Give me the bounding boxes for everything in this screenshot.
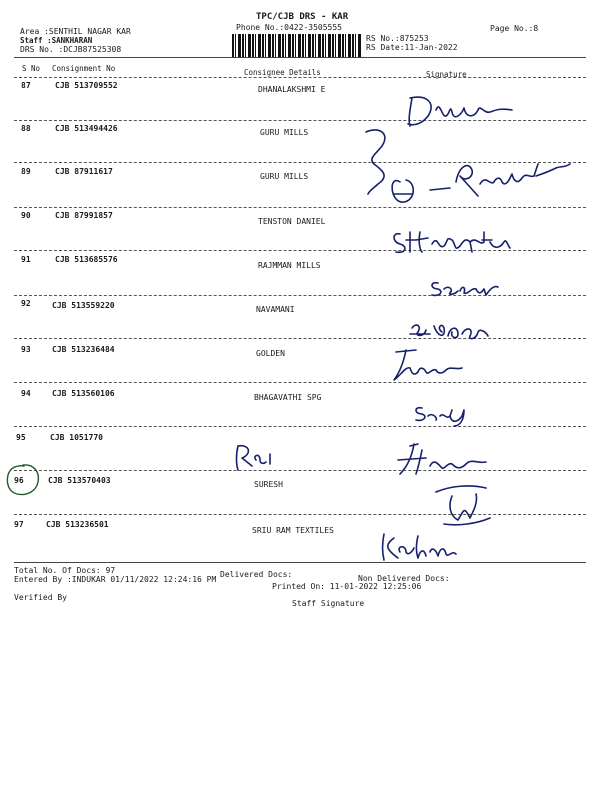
- rs-date: RS Date:11-Jan-2022: [366, 43, 458, 52]
- signature-row-90-icon: [386, 224, 512, 258]
- row-consignment: CJB 513709552: [55, 81, 118, 90]
- signature-row-88-89-icon: [360, 124, 575, 214]
- row-consignment: CJB 513494426: [55, 124, 118, 133]
- col-consignee: Consignee Details: [244, 68, 321, 77]
- page-number: Page No.:8: [490, 24, 539, 33]
- row-consignment: CJB 513236484: [52, 345, 115, 354]
- signature-row-96-icon: [430, 480, 500, 530]
- signature-row-95-ravi-icon: [230, 442, 278, 472]
- signature-row-93-icon: [388, 346, 468, 386]
- non-delivered-docs: Non Delivered Docs:: [358, 574, 450, 583]
- column-header-rule: [14, 77, 586, 78]
- signature-row-95-icon: [382, 440, 492, 480]
- row-sno: 97: [14, 520, 24, 529]
- printed-on: Printed On: 11-01-2022 12:25:06: [272, 582, 422, 591]
- col-consignment: Consignment No: [52, 64, 116, 73]
- staff-label: Staff :SANKHARAN: [20, 36, 93, 45]
- entered-by: Entered By :INDUKAR 01/11/2022 12:24:16 PM: [14, 575, 217, 584]
- phone-number: Phone No.:0422-3505555: [236, 23, 342, 32]
- signature-row-97-icon: [376, 530, 466, 564]
- row-divider: [14, 470, 586, 471]
- row-consignee: NAVAMANI: [256, 305, 295, 314]
- area-label: Area :SENTHIL NAGAR KAR: [20, 27, 131, 36]
- barcode: [232, 34, 362, 58]
- signature-row-91-icon: [426, 275, 506, 299]
- row-consignee: GOLDEN: [256, 349, 285, 358]
- row-sno: 87: [21, 81, 31, 90]
- row-consignee: TENSTON DANIEL: [258, 217, 326, 226]
- row-consignment: CJB 513685576: [55, 255, 118, 264]
- row-consignee: GURU MILLS: [260, 128, 309, 137]
- rs-number: RS No.:875253: [366, 34, 429, 43]
- footer-rule: [14, 562, 586, 563]
- row-sno: 94: [21, 389, 31, 398]
- row-consignee: RAJMMAN MILLS: [258, 261, 321, 270]
- verified-by: Verified By: [14, 593, 67, 602]
- total-docs: Total No. Of Docs: 97: [14, 566, 116, 575]
- delivered-docs: Delivered Docs:: [220, 570, 293, 579]
- row-sno: 90: [21, 211, 31, 220]
- row-divider: [14, 338, 586, 339]
- row-consignee: SRIU RAM TEXTILES: [252, 526, 334, 535]
- circle-mark-icon: [4, 462, 42, 498]
- row-sno: 93: [21, 345, 31, 354]
- signature-row-92-icon: [404, 318, 494, 344]
- col-sno: S No: [22, 64, 41, 73]
- drs-number: DRS No. :DCJB87525308: [20, 45, 122, 54]
- row-consignment: CJB 1051770: [50, 433, 103, 442]
- row-consignee: GURU MILLS: [260, 172, 309, 181]
- row-sno: 88: [21, 124, 31, 133]
- document-title: TPC/CJB DRS - KAR: [256, 12, 349, 22]
- row-consignment: CJB 513559220: [52, 301, 115, 310]
- row-divider: [14, 514, 586, 515]
- row-consignee: DHANALAKSHMI E: [258, 85, 326, 94]
- row-consignment: CJB 513560106: [52, 389, 115, 398]
- col-signature: Signature: [426, 70, 467, 79]
- staff-signature: Staff Signature: [292, 599, 365, 608]
- row-sno: 89: [21, 167, 31, 176]
- row-sno: 91: [21, 255, 31, 264]
- row-sno: 96: [14, 476, 24, 485]
- row-consignment: CJB 513236501: [46, 520, 109, 529]
- header-rule: [14, 57, 586, 58]
- row-divider: [14, 426, 586, 427]
- row-consignment: CJB 513570403: [48, 476, 111, 485]
- row-sno: 95: [16, 433, 26, 442]
- row-consignee: SURESH: [254, 480, 283, 489]
- row-sno: 92: [21, 299, 31, 308]
- row-consignee: BHAGAVATHI SPG: [254, 393, 322, 402]
- row-divider: [14, 382, 586, 383]
- signature-row-94-icon: [410, 402, 470, 428]
- row-consignment: CJB 87991857: [55, 211, 113, 220]
- row-consignment: CJB 87911617: [55, 167, 113, 176]
